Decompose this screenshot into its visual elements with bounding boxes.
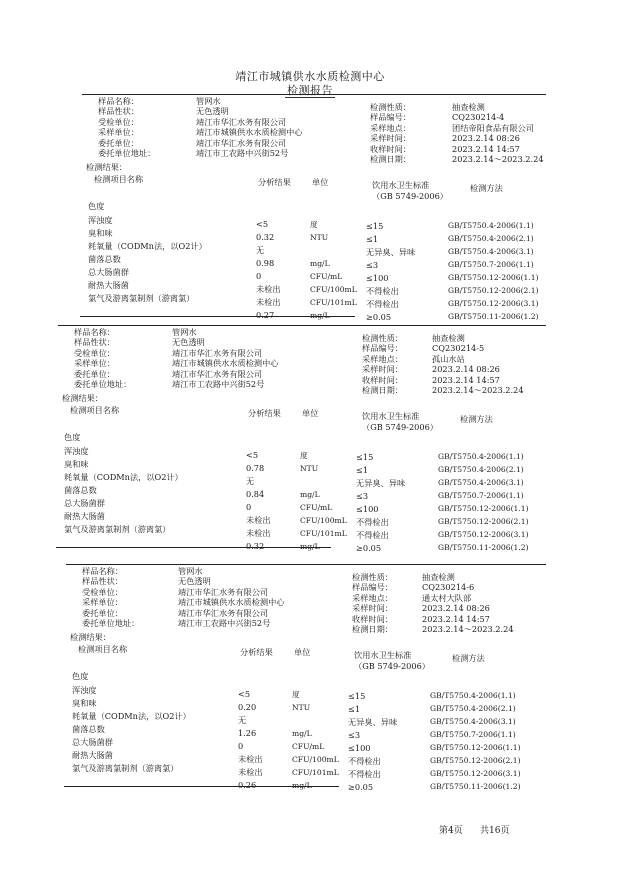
row-unit: mg/L [310,258,330,268]
field-value-sampling-unit: 靖江市城镇供水水质检测中心 [172,358,279,369]
row-standard: ≤1 [366,233,379,244]
row-result: 未检出 [256,297,281,308]
row-item-name: 浑浊度 [88,214,113,225]
row-result: <5 [238,688,251,699]
field-label-sampling-unit: 采样单位： [98,127,139,138]
row-item-name: 色度 [64,432,81,443]
row-method: GB/T5750.11-2006(1.2) [430,782,521,792]
row-method: GB/T5750.12-2006(3.1) [448,299,539,309]
field-value-inspected-unit: 靖江市华汇水务有限公司 [172,347,263,358]
row-unit: mg/L [292,781,312,791]
row-method: GB/T5750.12-2006(1.1) [438,503,529,513]
row-item-name: 浑浊度 [72,684,97,695]
row-unit: 度 [292,689,300,699]
row-unit: mg/L [292,728,312,738]
column-header-item: 检测项目名称 [94,174,144,185]
field-value-test-date: 2023.2.14～2023.2.24 [422,624,514,634]
field-label-test-date: 检测日期： [362,385,403,395]
row-standard: 不得检出 [356,530,389,541]
row-method: GB/T5750.4-2006(2.1) [448,233,534,243]
row-result: 未检出 [256,284,281,294]
row-result: 0.27 [256,310,275,321]
row-standard: ≤15 [348,690,366,701]
row-unit: CFU/100mL [310,285,357,294]
row-result: 0.32 [256,231,275,242]
row-item-name: 总大肠菌群 [64,497,105,508]
field-label-client-unit: 委托单位： [74,368,115,379]
row-method: GB/T5750.12-2006(3.1) [430,769,521,779]
column-header-unit: 单位 [312,177,329,188]
row-unit: 度 [310,219,318,229]
page-total: 共16页 [480,826,510,836]
row-standard: 不得检出 [348,756,381,766]
row-standard: ≤1 [348,703,361,714]
field-label-sampling-site: 采样地点： [352,592,393,603]
field-label-test-nature: 检测性质： [362,333,403,343]
field-label-test-date: 检测日期： [352,624,393,634]
row-standard: 不得检出 [348,769,381,780]
row-method: GB/T5750.11-2006(1.2) [448,312,539,322]
row-unit: CFU/100mL [300,516,347,525]
report-subtitle-text: 检测报告 [287,84,333,97]
row-item-name: 色度 [72,671,89,682]
field-label-receive-time: 收样时间： [362,374,403,385]
row-result: 无 [256,244,265,255]
field-label-inspected-unit: 受检单位： [82,586,123,597]
field-label-sampling-time: 采样时间： [352,603,393,614]
test-result-label: 检测结果： [62,393,103,404]
row-method: GB/T5750.12-2006(1.1) [448,272,539,282]
column-header-result: 分析结果 [258,177,291,188]
field-value-test-nature: 抽查检测 [452,102,485,112]
field-value-sample-name: 管网水 [172,327,197,337]
column-header-standard-code: （GB 5749-2006） [354,661,430,672]
field-label-sample-no: 样品编号： [362,343,403,354]
row-method: GB/T5750.4-2006(2.1) [438,464,524,474]
field-value-sample-no: CQ230214-4 [452,112,505,123]
row-item-name: 耗氧量（CODMn法，以O2计） [88,240,207,251]
field-label-sampling-unit: 采样单位： [82,597,123,608]
test-result-label: 检测结果： [70,632,111,643]
row-unit: CFU/101mL [292,768,339,778]
field-value-sampling-time: 2023.2.14 08:26 [432,364,500,375]
field-label-sample-name: 样品名称： [74,327,115,337]
row-method: GB/T5750.4-2006(1.1) [430,690,516,700]
row-method: GB/T5750.11-2006(1.2) [438,543,529,553]
field-value-sample-no: CQ230214-5 [432,343,485,354]
field-label-inspected-unit: 受检单位： [98,116,139,127]
row-method: GB/T5750.7-2006(1.1) [438,490,524,500]
row-unit: CFU/100mL [292,755,339,764]
field-value-inspected-unit: 靖江市华汇水务有限公司 [178,586,269,597]
column-header-method: 检测方法 [470,183,503,194]
field-value-receive-time: 2023.2.14 14:57 [422,613,490,624]
column-header-standard: 饮用水卫生标准 [372,180,430,191]
row-result: 0.78 [246,462,265,473]
record-item-underline [56,547,331,548]
row-item-name: 浑浊度 [64,445,89,456]
field-value-sampling-unit: 靖江市城镇供水水质检测中心 [196,127,303,138]
field-label-client-unit: 委托单位： [98,137,139,148]
field-label-client-unit: 委托单位： [82,607,123,618]
column-header-standard-code: （GB 5749-2006） [362,422,438,433]
column-header-item: 检测项目名称 [70,405,120,416]
field-value-sampling-time: 2023.2.14 08:26 [452,133,520,144]
row-result: 0.26 [238,780,257,791]
row-item-name: 菌落总数 [64,484,97,495]
row-result: 0.32 [246,541,265,552]
row-result: 未检出 [246,515,271,525]
field-label-sampling-time: 采样时间： [362,364,403,375]
field-value-sampling-site: 孤山水站 [432,353,465,364]
row-item-name: 耐热大肠菌 [72,750,113,760]
field-value-receive-time: 2023.2.14 14:57 [432,374,500,385]
field-label-sample-no: 样品编号： [370,112,411,123]
row-standard: 不得检出 [366,286,399,296]
row-item-name: 色度 [88,201,105,212]
column-header-unit: 单位 [294,647,311,658]
column-header-standard: 饮用水卫生标准 [354,650,412,661]
row-unit: CFU/101mL [310,298,357,308]
field-value-sampling-site: 团结帝阳食品有限公司 [452,122,534,133]
row-standard: ≤15 [356,451,374,462]
row-standard: ≤100 [366,272,389,283]
column-header-method: 检测方法 [452,653,485,664]
row-item-name: 耗氧量（CODMn法，以O2计） [64,471,183,482]
row-result: 0.98 [256,257,275,268]
field-label-test-nature: 检测性质： [352,572,393,582]
row-unit: mg/L [300,489,320,499]
row-method: GB/T5750.12-2006(3.1) [438,530,529,540]
field-label-sample-state: 样品性状： [74,337,115,348]
row-method: GB/T5750.12-2006(2.1) [430,756,521,765]
test-result-label: 检测结果： [86,162,127,173]
report-title: 靖江市城镇供水水质检测中心 [235,70,385,83]
column-header-method: 检测方法 [460,414,493,425]
field-value-sampling-site: 通太村大队部 [422,592,472,603]
field-value-client-address: 靖江市工农路中兴街52号 [172,379,265,389]
record-top-rule [58,325,546,326]
field-value-sampling-unit: 靖江市城镇供水水质检测中心 [178,597,285,608]
row-standard: 无异臭、异味 [348,716,398,727]
field-value-test-nature: 抽查检测 [432,333,465,343]
row-item-name: 臭和味 [64,458,89,469]
field-value-test-nature: 抽查检测 [422,572,455,582]
record-top-rule [82,94,546,95]
row-method: GB/T5750.4-2006(3.1) [430,716,516,726]
field-value-sample-name: 管网水 [178,566,203,576]
row-item-name: 耐热大肠菌 [64,511,105,521]
column-header-standard-code: （GB 5749-2006） [372,191,448,202]
field-value-client-unit: 靖江市华汇水务有限公司 [178,607,269,618]
row-standard: 不得检出 [366,299,399,310]
row-result: 0 [246,501,252,512]
field-value-sample-name: 管网水 [196,96,221,106]
row-unit: 度 [300,450,308,460]
field-label-sample-name: 样品名称： [82,566,123,576]
row-item-name: 氯气及游离氯制剂（游离氯） [72,763,179,774]
row-unit: CFU/mL [292,741,325,751]
row-standard: ≤1 [356,464,369,475]
row-standard: ≤3 [348,729,361,740]
field-label-receive-time: 收样时间： [370,143,411,154]
field-label-receive-time: 收样时间： [352,613,393,624]
report-subtitle [0,82,620,98]
row-method: GB/T5750.4-2006(1.1) [438,451,524,461]
row-result: <5 [246,449,259,460]
field-label-client-address: 委托单位地址： [74,379,132,389]
row-method: GB/T5750.12-2006(2.1) [448,286,539,295]
row-standard: ≥0.05 [348,782,374,793]
row-unit: CFU/mL [310,271,343,281]
row-standard: ≥0.05 [366,312,392,323]
field-value-sample-no: CQ230214-6 [422,582,475,593]
row-item-name: 总大肠菌群 [88,266,129,277]
row-method: GB/T5750.4-2006(2.1) [430,703,516,713]
row-item-name: 氯气及游离氯制剂（游离氯） [88,293,195,304]
field-label-sample-state: 样品性状： [82,576,123,587]
column-header-item: 检测项目名称 [78,644,128,655]
field-value-sample-state: 无色透明 [196,106,229,117]
field-label-test-date: 检测日期： [370,154,411,164]
row-result: 0 [256,270,262,281]
row-result: 无 [246,475,255,486]
row-standard: ≤100 [356,503,379,514]
row-result: 未检出 [238,767,263,778]
row-unit: mg/L [300,542,320,552]
column-header-standard: 饮用水卫生标准 [362,411,420,422]
row-result: 1.26 [238,727,257,738]
row-method: GB/T5750.4-2006(3.1) [438,477,524,487]
row-method: GB/T5750.4-2006(3.1) [448,246,534,256]
row-item-name: 臭和味 [72,697,97,708]
row-standard: 无异臭、异味 [366,246,416,257]
field-value-sampling-time: 2023.2.14 08:26 [422,603,490,614]
field-value-client-unit: 靖江市华汇水务有限公司 [172,368,263,379]
row-method: GB/T5750.7-2006(1.1) [448,259,534,269]
row-standard: ≤100 [348,742,371,753]
field-label-inspected-unit: 受检单位： [74,347,115,358]
field-value-test-date: 2023.2.14～2023.2.24 [452,154,544,164]
column-header-result: 分析结果 [248,408,281,419]
row-item-name: 总大肠菌群 [72,736,113,747]
record-top-rule [66,564,546,565]
row-result: 未检出 [238,754,263,764]
column-header-unit: 单位 [302,408,319,419]
field-label-test-nature: 检测性质： [370,102,411,112]
row-standard: 不得检出 [356,517,389,527]
row-unit: mg/L [310,311,330,321]
row-item-name: 耗氧量（CODMn法，以O2计） [72,710,191,721]
field-label-client-address: 委托单位地址： [82,618,140,628]
row-result: 0 [238,740,244,751]
field-value-sample-state: 无色透明 [172,337,205,348]
field-value-client-unit: 靖江市华汇水务有限公司 [196,137,287,148]
field-label-sampling-site: 采样地点： [370,122,411,133]
row-unit: NTU [300,463,319,473]
row-unit: NTU [292,702,311,712]
row-item-name: 菌落总数 [72,723,105,734]
row-standard: ≤3 [356,490,369,501]
record-item-underline [80,316,355,317]
row-result: 未检出 [246,528,271,539]
row-standard: 无异臭、异味 [356,477,406,488]
row-result: <5 [256,218,269,229]
field-label-sample-name: 样品名称： [98,96,139,106]
row-standard: ≤3 [366,259,379,270]
row-unit: CFU/mL [300,502,333,512]
column-header-result: 分析结果 [240,647,273,658]
row-item-name: 臭和味 [88,227,113,238]
field-value-client-address: 靖江市工农路中兴街52号 [196,148,289,158]
row-item-name: 菌落总数 [88,253,121,264]
row-method: GB/T5750.12-2006(1.1) [430,742,521,752]
record-item-underline [64,786,339,787]
row-result: 0.84 [246,488,265,499]
row-result: 无 [238,714,247,725]
row-method: GB/T5750.12-2006(2.1) [438,517,529,526]
row-item-name: 耐热大肠菌 [88,280,129,290]
field-label-sampling-time: 采样时间： [370,133,411,144]
field-label-sample-no: 样品编号： [352,582,393,593]
field-value-receive-time: 2023.2.14 14:57 [452,143,520,154]
page-number: 第4页 [439,826,463,836]
field-label-sample-state: 样品性状： [98,106,139,117]
field-value-test-date: 2023.2.14～2023.2.24 [432,385,524,395]
field-value-client-address: 靖江市工农路中兴街52号 [178,618,271,628]
field-value-inspected-unit: 靖江市华汇水务有限公司 [196,116,287,127]
field-value-sample-state: 无色透明 [178,576,211,587]
field-label-sampling-site: 采样地点： [362,353,403,364]
field-label-client-address: 委托单位地址： [98,148,156,158]
row-standard: ≥0.05 [356,543,382,554]
row-method: GB/T5750.4-2006(1.1) [448,220,534,230]
row-unit: NTU [310,232,329,242]
row-item-name: 氯气及游离氯制剂（游离氯） [64,524,171,535]
row-unit: CFU/101mL [300,529,347,539]
field-label-sampling-unit: 采样单位： [74,358,115,369]
row-result: 0.20 [238,701,257,712]
row-method: GB/T5750.7-2006(1.1) [430,729,516,739]
row-standard: ≤15 [366,220,384,231]
